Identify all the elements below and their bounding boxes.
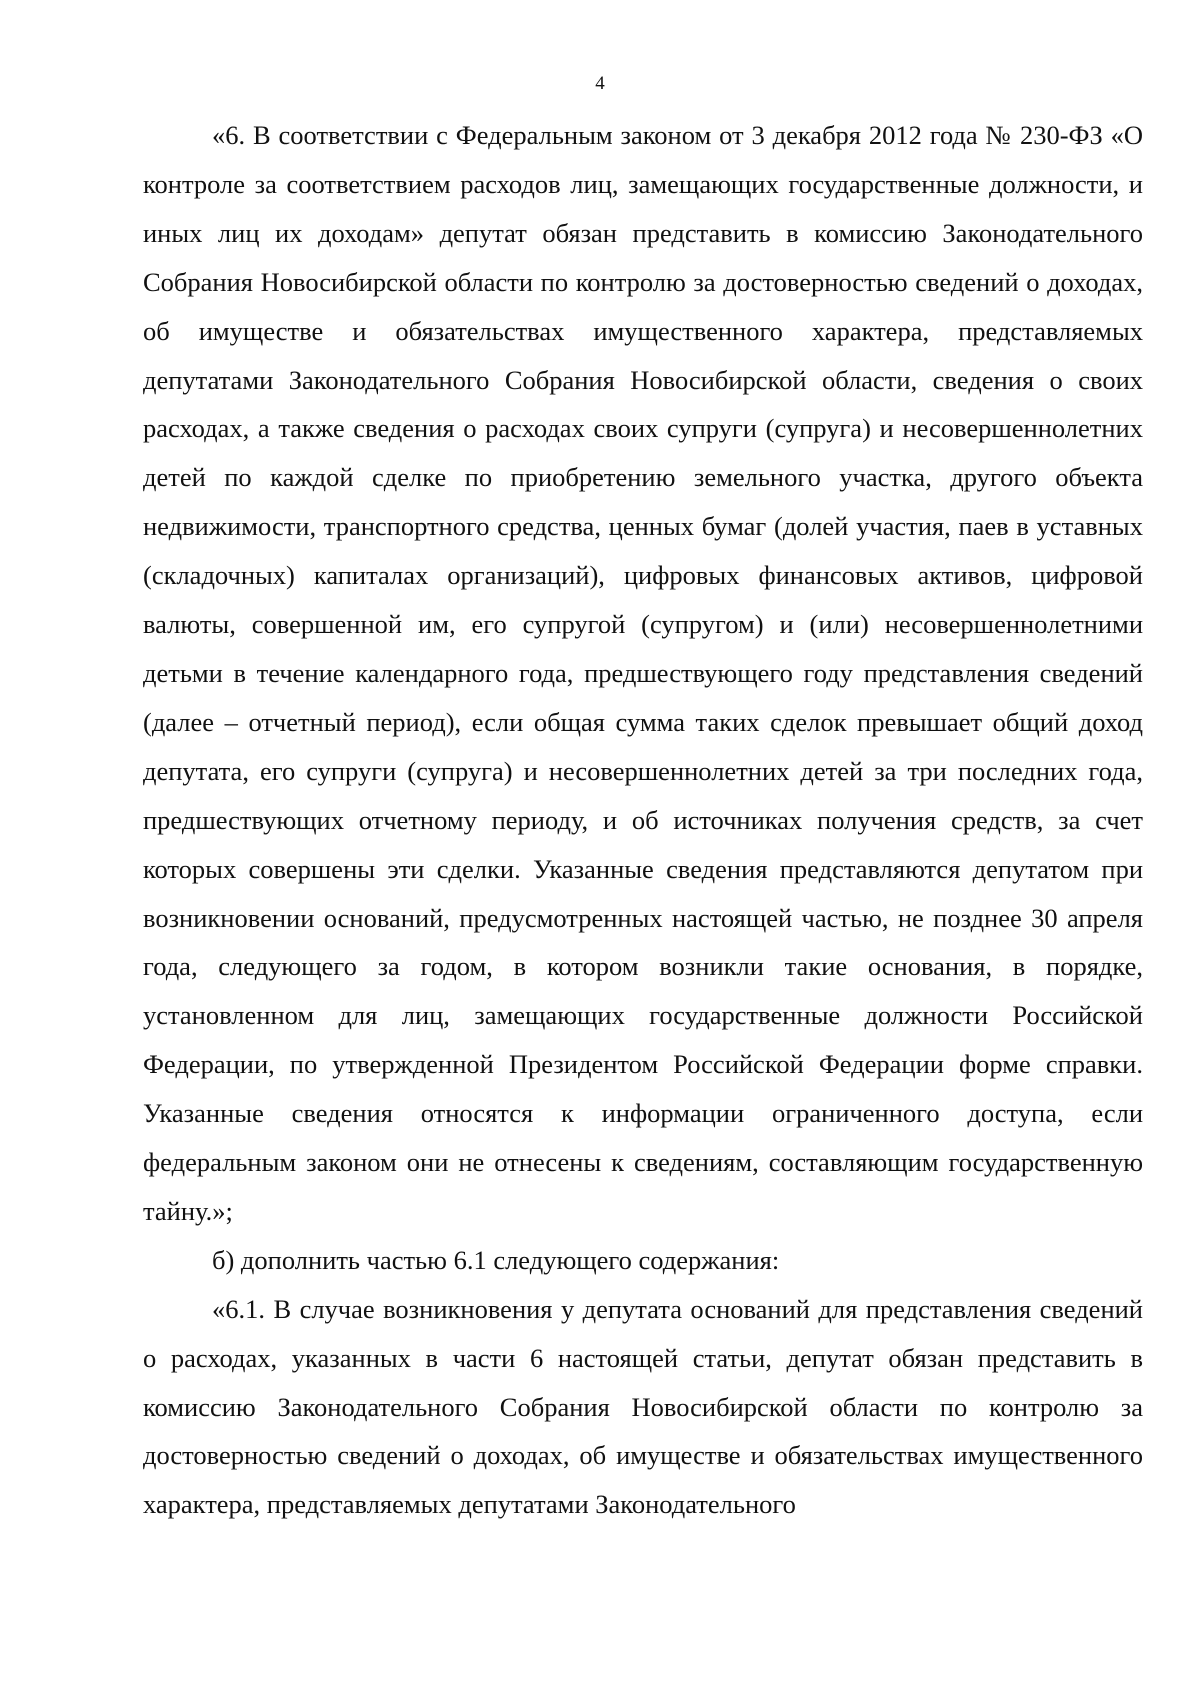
- page-number: 4: [595, 73, 605, 94]
- paragraph-part-6-1: «6.1. В случае возникновения у депутата оснований для представления сведений о расходах, указанных в части 6 настоящей статьи, депутат обязан представить в комиссию Законодательного Собрания Новосибирской области по контролю за достоверностью сведений о доходах, об имуществе и обязательствах имущественного характера, представляемых депутатами Законодательного: [143, 1293, 1143, 1520]
- paragraph-part-6: «6. В соответствии с Федеральным законом от 3 декабря 2012 года № 230-ФЗ «О контроле за соответствием расходов лиц, замещающих государственные должности, и иных лиц их доходам» депутат обязан представить в комиссию Законодательного Собрания Новосибирской области по контролю за достоверностью сведений о доходах, об имуществе и обязательствах имущественного характера, представляемых депутатами Законодательного Собрания Новосибирской области, сведения о своих расходах, а также сведения о расходах своих супруги (супруга) и несовершеннолетних детей по каждой сделке по приобретению земельного участка, другого объекта недвижимости, транспортного средства, ценных бумаг (долей участия, паев в уставных (складочных) капиталах организаций), цифровых финансовых активов, цифровой валюты, совершенной им, его супругой (супругом) и (или) несовершеннолетними детьми в течение календарного года, предшествующего году представления сведений (далее – отчетный период), если общая сумма таких сделок превышает общий доход депутата, его супруги (супруга) и несовершеннолетних детей за три последних года, предшествующих отчетному периоду, и об источниках получения средств, за счет которых совершены эти сделки. Указанные сведения представляются депутатом при возникновении оснований, предусмотренных настоящей частью, не позднее 30 апреля года, следующего за годом, в котором возникли такие основания, в порядке, установленном для лиц, замещающих государственные должности Российской Федерации, по утвержденной Президентом Российской Федерации форме справки. Указанные сведения относятся к информации ограниченного доступа, если федеральным законом они не отнесены к сведениям, составляющим государственную тайну.»;: [143, 120, 1143, 1226]
- document-body: [143, 111, 1143, 1529]
- paragraph-amendment-b: б) дополнить частью 6.1 следующего содержания:: [212, 1244, 780, 1275]
